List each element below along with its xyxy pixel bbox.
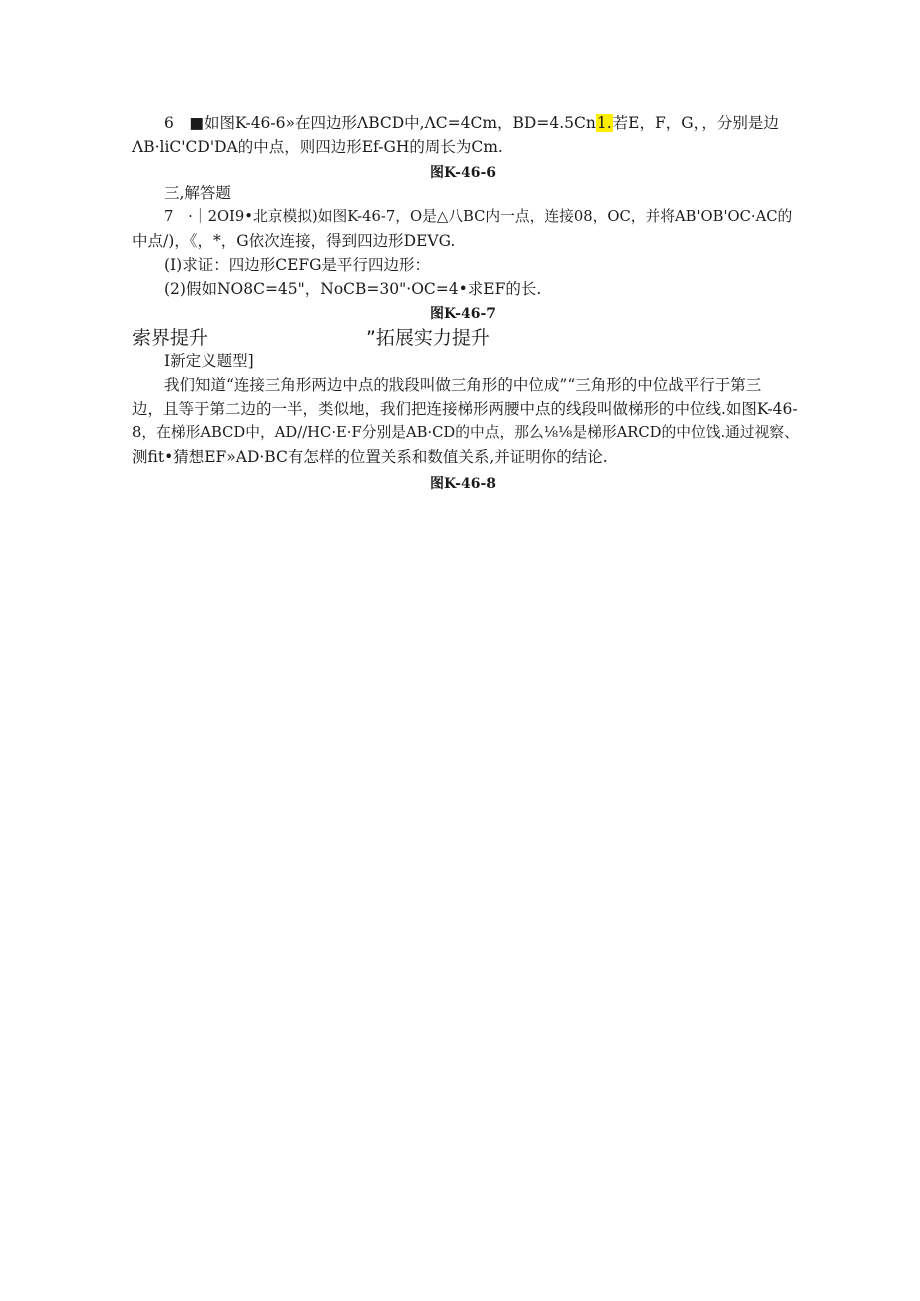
question-6-line-1 bbox=[164, 112, 779, 134]
question-7-line-2: 中点/)，《，*，G依次连接，得到四边形DEVG. bbox=[132, 232, 456, 250]
figure-caption-k46-8: 图K-46-8 bbox=[430, 476, 496, 492]
question-8-line-2: 边，且等于第二边的一半，类似地，我们把连接梯形两腰中点的线段叫做梯形的中位线.如图K-46- bbox=[132, 400, 798, 418]
highlighted-text: 1. bbox=[596, 114, 612, 132]
question-8-line-3: 8，在梯形ABCD中，AD//HC·E·F分别是AB·CD的中点，那么⅛⅛是梯形ARCD的中位饯.通过视察、 bbox=[132, 424, 799, 441]
question-6-line-2: ΛB·liC'CD'DA的中点，则四边形Ef-GH的周长为Cm. bbox=[132, 138, 503, 156]
figure-caption-k46-7: 图K-46-7 bbox=[430, 306, 496, 322]
question-7-part-2: (2)假如NO8C=45"，NoCB=30"·OC=4•求EF的长. bbox=[164, 280, 542, 298]
question-6-text: 6 ■如图K-46-6»在四边形ΛBCD中,ΛC=4Cm，BD=4.5Cn bbox=[164, 114, 596, 132]
question-8-line-1: 我们知道“连接三角形两边中点的戕段叫做三角形的中位成”“三角形的中位战平行于第三 bbox=[164, 376, 762, 394]
question-6-text-cont: 若E，F，G，，分别是边 bbox=[612, 114, 779, 132]
question-8-tag: I新定义题型] bbox=[164, 352, 254, 370]
question-7-part-1: (I)求证：四边形CEFG是平行四边形： bbox=[164, 256, 431, 274]
section-header-right: ”拓展实力提升 bbox=[366, 327, 490, 349]
section-header-left: 索界提升 bbox=[132, 327, 209, 349]
question-7-line-1: 7 ·｜2OI9•北京模拟)如图K-46-7，O是△八BC内一点，连接08，OC，并将AB'OB'OC·AC的 bbox=[164, 208, 793, 225]
figure-caption-k46-6: 图K-46-6 bbox=[430, 165, 496, 181]
section-title-answer-questions: 三,解答题 bbox=[164, 184, 231, 202]
question-8-line-4: 测fit•猜想EF»AD·BC有怎样的位置关系和数值关系,并证明你的结论. bbox=[132, 448, 608, 466]
